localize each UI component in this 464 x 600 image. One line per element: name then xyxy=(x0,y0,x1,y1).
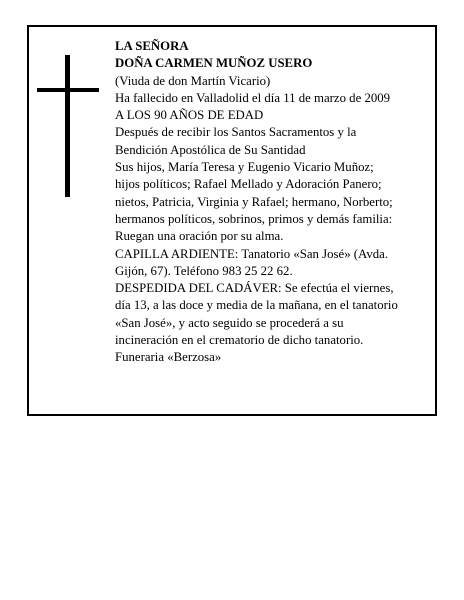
farewell-paragraph xyxy=(115,280,431,349)
death-info-line: Ha fallecido en Valladolid el día 11 de marzo de 2009 xyxy=(115,90,391,105)
prayer-line: Ruegan una oración por su alma. xyxy=(115,229,284,244)
family-line: nietos, Patricia, Virginia y Rafael; hermano, Norberto; xyxy=(115,194,393,209)
sacraments-line: Después de recibir los Santos Sacramentos y la xyxy=(115,125,357,140)
widow-of-line: (Viuda de don Martín Vicario) xyxy=(115,73,271,88)
farewell-line: «San José», y acto seguido se procederá a su xyxy=(115,315,344,330)
chapel-paragraph xyxy=(115,246,431,281)
farewell-line: DESPEDIDA DEL CADÁVER: Se efectúa el viernes, xyxy=(115,281,394,296)
cross-icon xyxy=(37,55,99,197)
deceased-name: DOÑA CARMEN MUÑOZ USERO xyxy=(115,56,313,71)
family-line: hijos políticos; Rafael Mellado y Adoración Panero; xyxy=(115,177,382,192)
cross-vertical-bar xyxy=(65,55,70,197)
age-line: A LOS 90 AÑOS DE EDAD xyxy=(115,108,264,123)
title-line-1: LA SEÑORA xyxy=(115,39,189,53)
sacraments-paragraph xyxy=(115,124,431,159)
cross-horizontal-bar xyxy=(37,88,99,92)
farewell-line: día 13, a las doce y media de la mañana, en el tanatorio xyxy=(115,298,398,313)
sacraments-line: Bendición Apostólica de Su Santidad xyxy=(115,142,306,157)
family-line: hermanos políticos, sobrinos, primos y demás familia: xyxy=(115,211,393,226)
family-paragraph xyxy=(115,159,431,228)
obituary-text xyxy=(115,38,431,367)
farewell-line: incineración en el crematorio de dicho tanatorio. xyxy=(115,333,364,348)
chapel-line: CAPILLA ARDIENTE: Tanatorio «San José» (Avda. xyxy=(115,246,389,261)
chapel-line: Gijón, 67). Teléfono 983 25 22 62. xyxy=(115,263,293,278)
family-line: Sus hijos, María Teresa y Eugenio Vicario Muñoz; xyxy=(115,160,374,175)
funeral-home-line: Funeraria «Berzosa» xyxy=(115,350,222,365)
